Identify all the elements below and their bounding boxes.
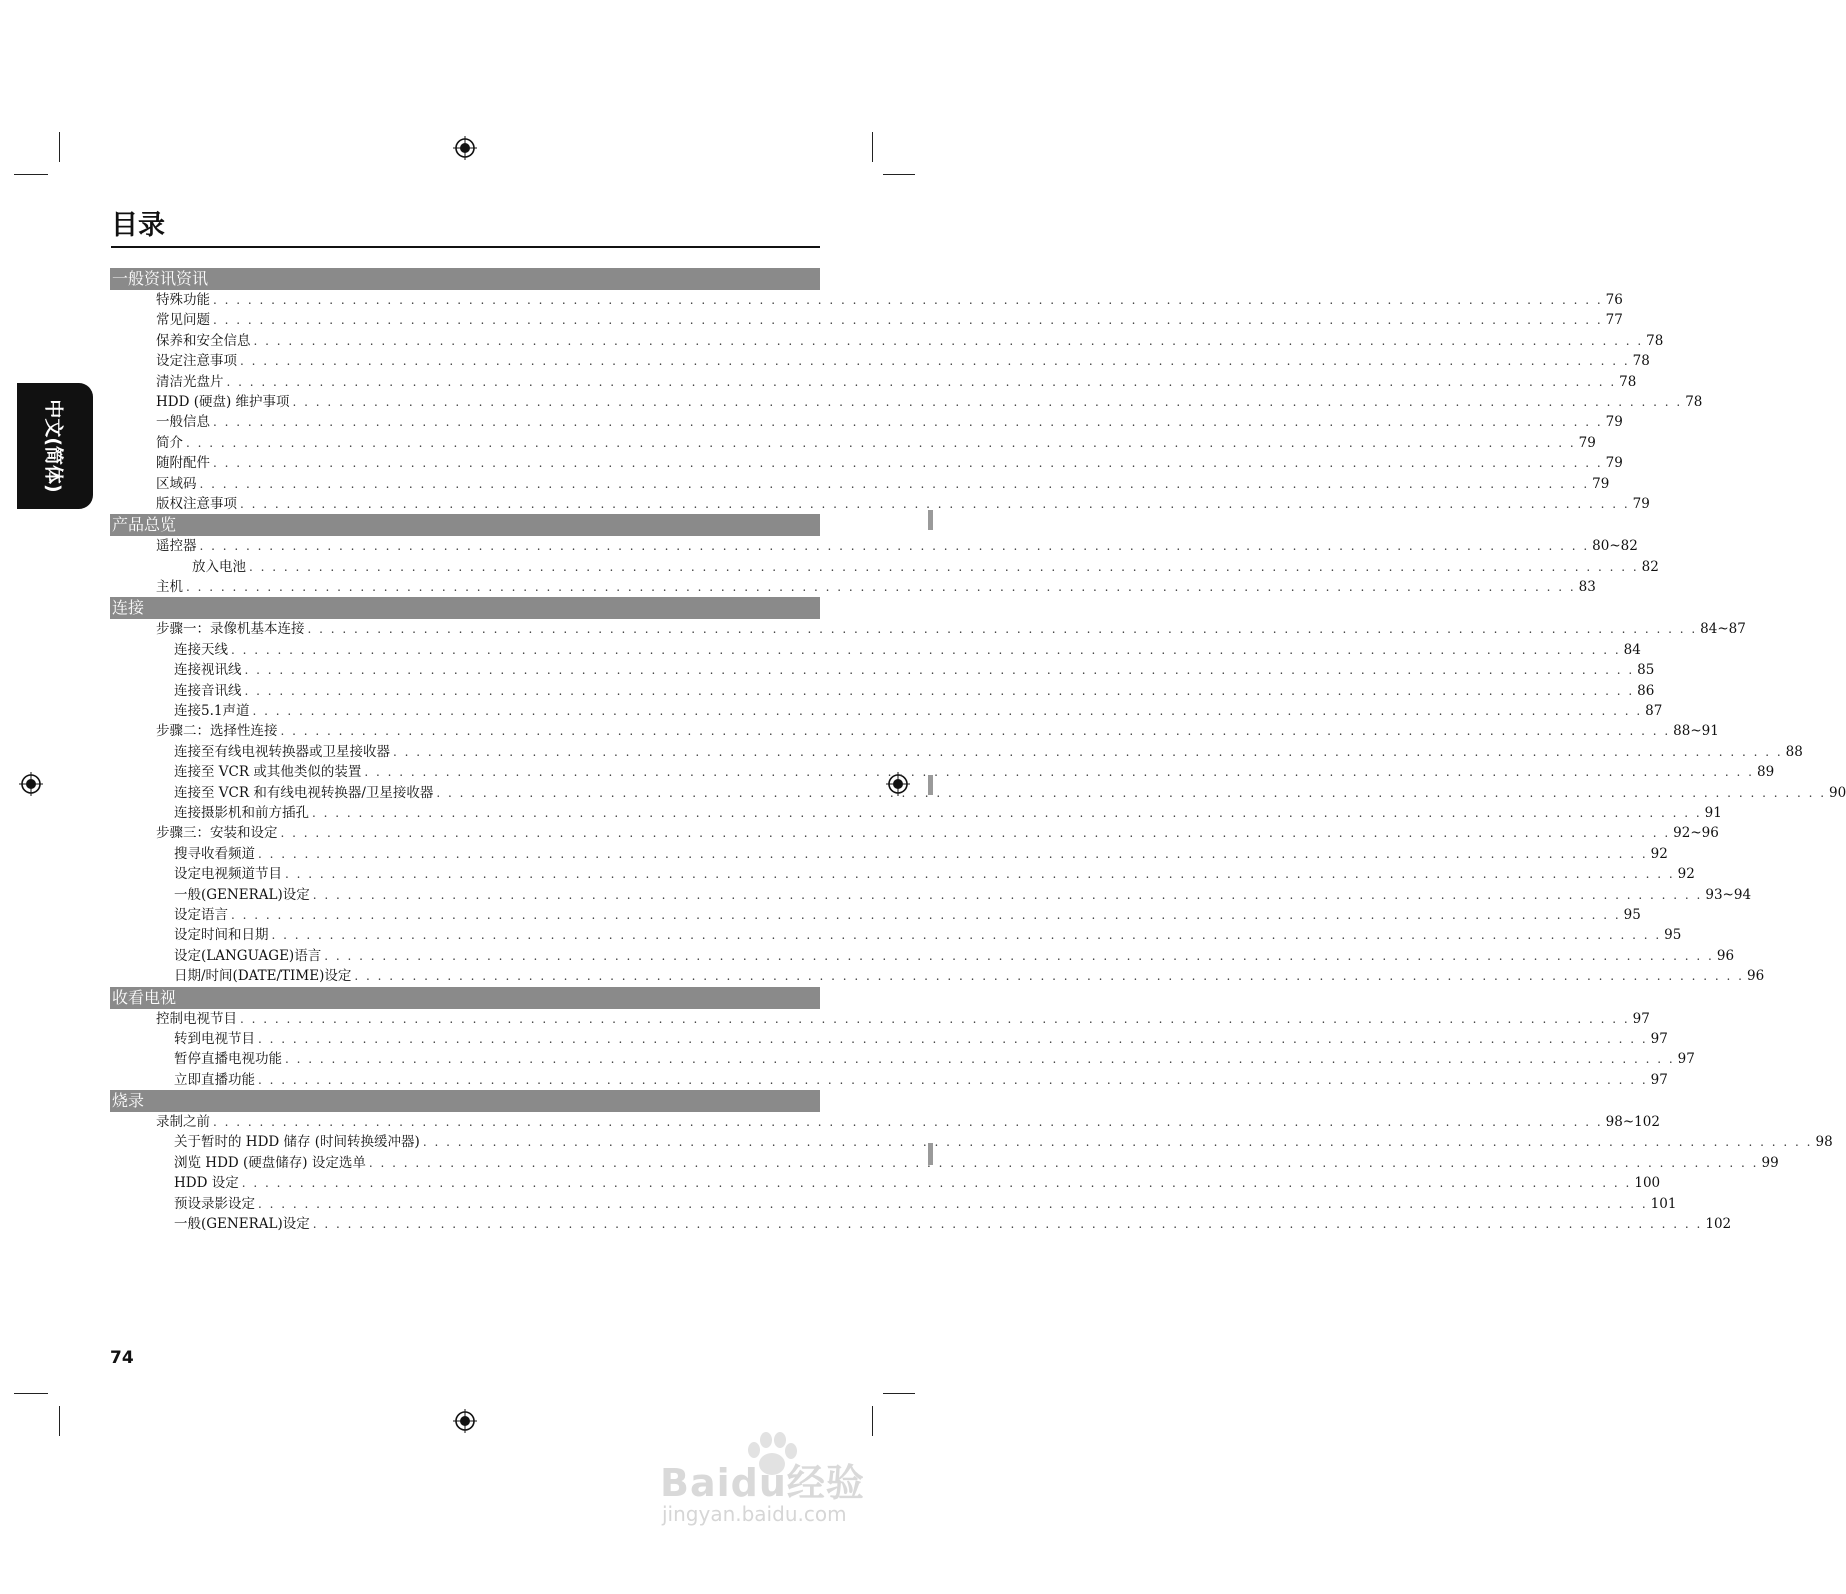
toc-entry-page: 101 <box>1650 1195 1677 1212</box>
dot-leader: . . . . . . . . . . . . . . . . . . . . . . . . . . . . . . . . . . . . . . . . . . . . . . . . . . . . . . . . . . . . . . . . . . . . . . . . . . . . . . . . . . . . . . . . . . . . . . . . . . . . . . . . . . . . . . . . . . . . . . . . <box>213 415 1603 430</box>
toc-entry-page: 95 <box>1664 927 1682 944</box>
crop-mark <box>883 1393 915 1394</box>
toc-entry-page: 97 <box>1632 1010 1650 1027</box>
dot-leader: . . . . . . . . . . . . . . . . . . . . . . . . . . . . . . . . . . . . . . . . . . . . . . . . . . . . . . . . . . . . . . . . . . . . . . . . . . . . . . . . . . . . . . . . . . . . . . . . . . . . . . . . . . . . . . . . . . . . . . . . <box>258 1072 1648 1087</box>
toc-section-header: 收看电视 <box>110 987 820 1009</box>
toc-entry-title: 一般(GENERAL)设定 <box>174 1216 310 1233</box>
toc-entry-page: 78 <box>1632 353 1650 370</box>
toc-entry <box>110 392 1703 412</box>
crop-mark <box>14 174 48 175</box>
dot-leader: . . . . . . . . . . . . . . . . . . . . . . . . . . . . . . . . . . . . . . . . . . . . . . . . . . . . . . . . . . . . . . . . . . . . . . . . . . . . . . . . . . . . . . . . . . . . . . . . . . . . . . . . . . . . . . . . . . . . . . . . <box>231 907 1621 922</box>
toc-entry <box>110 372 1637 392</box>
toc-entry-page: 76 <box>1605 292 1623 308</box>
toc-entry-page: 98 <box>1815 1134 1833 1151</box>
toc-entry-title: 清洁光盘片 <box>156 373 224 390</box>
table-of-contents <box>110 268 1846 1234</box>
dot-leader: . . . . . . . . . . . . . . . . . . . . . . . . . . . . . . . . . . . . . . . . . . . . . . . . . . . . . . . . . . . . . . . . . . . . . . . . . . . . . . . . . . . . . . . . . . . . . . . . . . . . . . . . . . . . . . . . . . . . . . . . <box>285 867 1675 882</box>
toc-entry-page: 102 <box>1705 1216 1732 1233</box>
dot-leader: . . . . . . . . . . . . . . . . . . . . . . . . . . . . . . . . . . . . . . . . . . . . . . . . . . . . . . . . . . . . . . . . . . . . . . . . . . . . . . . . . . . . . . . . . . . . . . . . . . . . . . . . . . . . . . . . . . . . . . . . <box>258 1196 1648 1211</box>
toc-entry <box>110 474 1610 494</box>
toc-entry-page: 79 <box>1605 455 1623 472</box>
crop-mark <box>872 1406 873 1436</box>
toc-entry-page: 89 <box>1756 764 1775 781</box>
toc-entry <box>110 681 1655 701</box>
dot-leader: . . . . . . . . . . . . . . . . . . . . . . . . . . . . . . . . . . . . . . . . . . . . . . . . . . . . . . . . . . . . . . . . . . . . . . . . . . . . . . . . . . . . . . . . . . . . . . . . . . . . . . . . . . . . . . . . . . . . . . . . <box>244 663 1635 678</box>
toc-entry-page: 83 <box>1578 579 1596 596</box>
toc-entry-title: 连接音讯线 <box>174 682 242 699</box>
page-number: 74 <box>110 1348 134 1368</box>
toc-entry-page: 96 <box>1716 947 1735 964</box>
toc-entry-page: 87 <box>1645 703 1663 720</box>
dot-leader: . . . . . . . . . . . . . . . . . . . . . . . . . . . . . . . . . . . . . . . . . . . . . . . . . . . . . . . . . . . . . . . . . . . . . . . . . . . . . . . . . . . . . . . . . . . . . . . . . . . . . . . . . . . . . . . . . . . . . . . . <box>213 313 1603 328</box>
toc-entry-title: 一般信息 <box>156 414 210 431</box>
toc-entry <box>110 1009 1650 1029</box>
toc-entry-page: 92~96 <box>1673 825 1719 842</box>
toc-section-header: 烧录 <box>110 1090 820 1112</box>
toc-entry-title: 设定时间和日期 <box>174 927 269 944</box>
toc-entry-page: 91 <box>1704 804 1722 821</box>
toc-entry-page: 79 <box>1632 495 1650 512</box>
dot-leader: . . . . . . . . . . . . . . . . . . . . . . . . . . . . . . . . . . . . . . . . . . . . . . . . . . . . . . . . . . . . . . . . . . . . . . . . . . . . . . . . . . . . . . . . . . . . . . . . . . . . . . . . . . . . . . . . . . . . . . . . <box>213 1115 1603 1130</box>
dot-leader: . . . . . . . . . . . . . . . . . . . . . . . . . . . . . . . . . . . . . . . . . . . . . . . . . . . . . . . . . . . . . . . . . . . . . . . . . . . . . . . . . . . . . . . . . . . . . . . . . . . . . . . . . . . . . . . . . . . . . . . . <box>186 435 1576 450</box>
toc-entry-title: HDD (硬盘) 维护事项 <box>156 393 290 410</box>
toc-entry-page: 86 <box>1637 682 1655 699</box>
toc-entry <box>110 762 1775 782</box>
toc-entry-title: 连接至 VCR 和有线电视转换器/卫星接收器 <box>174 784 434 801</box>
toc-entry-title: 连接至有线电视转换器或卫星接收器 <box>174 743 390 760</box>
dot-leader: . . . . . . . . . . . . . . . . . . . . . . . . . . . . . . . . . . . . . . . . . . . . . . . . . . . . . . . . . . . . . . . . . . . . . . . . . . . . . . . . . . . . . . . . . . . . . . . . . . . . . . . . . . . . . . . . . . . . . . . . <box>312 805 1702 820</box>
toc-entry-title: 连接视讯线 <box>174 662 242 679</box>
dot-leader: . . . . . . . . . . . . . . . . . . . . . . . . . . . . . . . . . . . . . . . . . . . . . . . . . . . . . . . . . . . . . . . . . . . . . . . . . . . . . . . . . . . . . . . . . . . . . . . . . . . . . . . . . . . . . . . . . . . . . . . . <box>422 1135 1813 1150</box>
toc-entry <box>110 331 1664 351</box>
language-side-tab <box>17 383 93 509</box>
toc-entry <box>110 966 1765 986</box>
dot-leader: . . . . . . . . . . . . . . . . . . . . . . . . . . . . . . . . . . . . . . . . . . . . . . . . . . . . . . . . . . . . . . . . . . . . . . . . . . . . . . . . . . . . . . . . . . . . . . . . . . . . . . . . . . . . . . . . . . . . . . . . <box>280 724 1671 739</box>
dot-leader: . . . . . . . . . . . . . . . . . . . . . . . . . . . . . . . . . . . . . . . . . . . . . . . . . . . . . . . . . . . . . . . . . . . . . . . . . . . . . . . . . . . . . . . . . . . . . . . . . . . . . . . . . . . . . . . . . . . . . . . . <box>252 704 1643 719</box>
toc-entry <box>110 721 1719 741</box>
toc-entry-title: 设定语言 <box>174 906 228 923</box>
toc-entry <box>110 1194 1677 1214</box>
watermark-url: jingyan.baidu.com <box>662 1502 847 1526</box>
dot-leader: . . . . . . . . . . . . . . . . . . . . . . . . . . . . . . . . . . . . . . . . . . . . . . . . . . . . . . . . . . . . . . . . . . . . . . . . . . . . . . . . . . . . . . . . . . . . . . . . . . . . . . . . . . . . . . . . . . . . . . . . <box>253 333 1644 348</box>
toc-entry <box>110 1029 1668 1049</box>
toc-entry-page: 92 <box>1650 845 1668 862</box>
dot-leader: . . . . . . . . . . . . . . . . . . . . . . . . . . . . . . . . . . . . . . . . . . . . . . . . . . . . . . . . . . . . . . . . . . . . . . . . . . . . . . . . . . . . . . . . . . . . . . . . . . . . . . . . . . . . . . . . . . . . . . . . <box>186 580 1576 595</box>
toc-entry <box>110 742 1803 762</box>
toc-entry-page: 97 <box>1650 1071 1668 1088</box>
dot-leader: . . . . . . . . . . . . . . . . . . . . . . . . . . . . . . . . . . . . . . . . . . . . . . . . . . . . . . . . . . . . . . . . . . . . . . . . . . . . . . . . . . . . . . . . . . . . . . . . . . . . . . . . . . . . . . . . . . . . . . . . <box>280 826 1671 841</box>
toc-entry-title: 步骤三：安装和设定 <box>156 825 278 842</box>
toc-entry <box>110 823 1719 843</box>
dot-leader: . . . . . . . . . . . . . . . . . . . . . . . . . . . . . . . . . . . . . . . . . . . . . . . . . . . . . . . . . . . . . . . . . . . . . . . . . . . . . . . . . . . . . . . . . . . . . . . . . . . . . . . . . . . . . . . . . . . . . . . . <box>240 1011 1630 1026</box>
toc-entry-title: 步骤二：选择性连接 <box>156 723 278 740</box>
watermark <box>660 1448 872 1538</box>
toc-entry <box>110 844 1668 864</box>
toc-entry-page: 84~87 <box>1700 621 1746 638</box>
crop-mark <box>14 1393 48 1394</box>
toc-entry-title: 遥控器 <box>156 538 197 555</box>
dot-leader: . . . . . . . . . . . . . . . . . . . . . . . . . . . . . . . . . . . . . . . . . . . . . . . . . . . . . . . . . . . . . . . . . . . . . . . . . . . . . . . . . . . . . . . . . . . . . . . . . . . . . . . . . . . . . . . . . . . . . . . . <box>393 744 1783 759</box>
toc-entry-page: 77 <box>1605 312 1623 329</box>
toc-entry <box>110 1132 1833 1152</box>
watermark-brand: Baidu经验 <box>660 1461 865 1505</box>
toc-entry-title: 暂停直播电视功能 <box>174 1051 282 1068</box>
toc-entry-title: 转到电视节目 <box>174 1030 255 1047</box>
toc-entry-title: 设定注意事项 <box>156 353 237 370</box>
toc-entry-title: 常见问题 <box>156 312 210 329</box>
toc-entry-title: 特殊功能 <box>156 292 210 308</box>
toc-entry <box>110 1153 1779 1173</box>
toc-entry-page: 93~94 <box>1705 886 1752 903</box>
toc-entry-page: 88 <box>1785 743 1803 760</box>
toc-entry-title: 连接摄影机和前方插孔 <box>174 804 309 821</box>
toc-entry-title: 步骤一：录像机基本连接 <box>156 621 305 638</box>
dot-leader: . . . . . . . . . . . . . . . . . . . . . . . . . . . . . . . . . . . . . . . . . . . . . . . . . . . . . . . . . . . . . . . . . . . . . . . . . . . . . . . . . . . . . . . . . . . . . . . . . . . . . . . . . . . . . . . . . . . . . . . . <box>213 293 1603 307</box>
dot-leader: . . . . . . . . . . . . . . . . . . . . . . . . . . . . . . . . . . . . . . . . . . . . . . . . . . . . . . . . . . . . . . . . . . . . . . . . . . . . . . . . . . . . . . . . . . . . . . . . . . . . . . . . . . . . . . . . . . . . . . . . <box>241 1176 1632 1191</box>
dot-leader: . . . . . . . . . . . . . . . . . . . . . . . . . . . . . . . . . . . . . . . . . . . . . . . . . . . . . . . . . . . . . . . . . . . . . . . . . . . . . . . . . . . . . . . . . . . . . . . . . . . . . . . . . . . . . . . . . . . . . . . . <box>354 969 1744 984</box>
toc-entry <box>110 494 1650 514</box>
dot-leader: . . . . . . . . . . . . . . . . . . . . . . . . . . . . . . . . . . . . . . . . . . . . . . . . . . . . . . . . . . . . . . . . . . . . . . . . . . . . . . . . . . . . . . . . . . . . . . . . . . . . . . . . . . . . . . . . . . . . . . . . <box>231 642 1621 657</box>
toc-entry <box>110 536 1638 556</box>
toc-entry-title: 录制之前 <box>156 1114 210 1131</box>
dot-leader: . . . . . . . . . . . . . . . . . . . . . . . . . . . . . . . . . . . . . . . . . . . . . . . . . . . . . . . . . . . . . . . . . . . . . . . . . . . . . . . . . . . . . . . . . . . . . . . . . . . . . . . . . . . . . . . . . . . . . . . . <box>271 928 1662 943</box>
toc-entry-title: 区域码 <box>156 475 197 492</box>
toc-entry-page: 79 <box>1592 475 1610 492</box>
crop-mark <box>59 1406 60 1436</box>
toc-entry-page: 79 <box>1605 414 1623 431</box>
toc-entry-page: 78 <box>1619 373 1637 390</box>
toc-entry <box>110 925 1682 945</box>
toc-entry-page: 90 <box>1829 784 1846 801</box>
toc-entry-page: 85 <box>1637 662 1655 679</box>
toc-entry <box>110 885 1752 905</box>
toc-entry <box>110 1049 1695 1069</box>
toc-entry-page: 92 <box>1677 866 1695 883</box>
dot-leader: . . . . . . . . . . . . . . . . . . . . . . . . . . . . . . . . . . . . . . . . . . . . . . . . . . . . . . . . . . . . . . . . . . . . . . . . . . . . . . . . . . . . . . . . . . . . . . . . . . . . . . . . . . . . . . . . . . . . . . . . <box>368 1155 1759 1170</box>
toc-entry-page: 78 <box>1646 332 1664 349</box>
registration-mark-icon <box>19 772 43 796</box>
dot-leader: . . . . . . . . . . . . . . . . . . . . . . . . . . . . . . . . . . . . . . . . . . . . . . . . . . . . . . . . . . . . . . . . . . . . . . . . . . . . . . . . . . . . . . . . . . . . . . . . . . . . . . . . . . . . . . . . . . . . . . . . <box>364 765 1754 780</box>
toc-entry <box>110 946 1735 966</box>
toc-entry-title: 连接至 VCR 或其他类似的装置 <box>174 764 362 781</box>
toc-entry <box>110 310 1623 330</box>
toc-entry-title: 主机 <box>156 579 183 596</box>
toc-entry <box>110 783 1846 803</box>
toc-entry-title: 设定电视频道节目 <box>174 866 282 883</box>
toc-entry-title: 随附配件 <box>156 455 210 472</box>
toc-entry-title: 保养和安全信息 <box>156 332 251 349</box>
toc-entry <box>110 701 1663 721</box>
dot-leader: . . . . . . . . . . . . . . . . . . . . . . . . . . . . . . . . . . . . . . . . . . . . . . . . . . . . . . . . . . . . . . . . . . . . . . . . . . . . . . . . . . . . . . . . . . . . . . . . . . . . . . . . . . . . . . . . . . . . . . . . <box>292 394 1683 409</box>
toc-entry-page: 84 <box>1623 641 1641 658</box>
toc-entry-page: 98~102 <box>1605 1114 1660 1131</box>
registration-mark-icon <box>453 1409 477 1433</box>
toc-entry <box>110 864 1695 884</box>
toc-entry-title: 浏览 HDD (硬盘储存) 设定选单 <box>174 1154 366 1171</box>
toc-section-header: 产品总览 <box>110 514 820 536</box>
toc-entry <box>110 640 1641 660</box>
dot-leader: . . . . . . . . . . . . . . . . . . . . . . . . . . . . . . . . . . . . . . . . . . . . . . . . . . . . . . . . . . . . . . . . . . . . . . . . . . . . . . . . . . . . . . . . . . . . . . . . . . . . . . . . . . . . . . . . . . . . . . . . <box>258 1031 1648 1046</box>
dot-leader: . . . . . . . . . . . . . . . . . . . . . . . . . . . . . . . . . . . . . . . . . . . . . . . . . . . . . . . . . . . . . . . . . . . . . . . . . . . . . . . . . . . . . . . . . . . . . . . . . . . . . . . . . . . . . . . . . . . . . . . . <box>324 948 1714 963</box>
toc-entry-title: 设定(LANGUAGE)语言 <box>174 947 322 964</box>
toc-entry-title: 日期/时间(DATE/TIME)设定 <box>174 968 352 985</box>
toc-entry <box>110 557 1659 577</box>
page-title: 目录 <box>111 209 820 248</box>
crop-mark <box>59 132 60 162</box>
toc-entry-page: 100 <box>1634 1175 1661 1192</box>
toc-entry-title: 搜寻收看频道 <box>174 845 255 862</box>
toc-entry-title: 简介 <box>156 434 183 451</box>
toc-entry <box>110 1112 1660 1132</box>
toc-entry-page: 80~82 <box>1592 538 1638 555</box>
dot-leader: . . . . . . . . . . . . . . . . . . . . . . . . . . . . . . . . . . . . . . . . . . . . . . . . . . . . . . . . . . . . . . . . . . . . . . . . . . . . . . . . . . . . . . . . . . . . . . . . . . . . . . . . . . . . . . . . . . . . . . . . <box>258 846 1648 861</box>
toc-entry <box>110 412 1623 432</box>
toc-entry-title: 一般(GENERAL)设定 <box>174 886 310 903</box>
toc-entry <box>110 433 1596 453</box>
dot-leader: . . . . . . . . . . . . . . . . . . . . . . . . . . . . . . . . . . . . . . . . . . . . . . . . . . . . . . . . . . . . . . . . . . . . . . . . . . . . . . . . . . . . . . . . . . . . . . . . . . . . . . . . . . . . . . . . . . . . . . . . <box>312 1217 1703 1232</box>
dot-leader: . . . . . . . . . . . . . . . . . . . . . . . . . . . . . . . . . . . . . . . . . . . . . . . . . . . . . . . . . . . . . . . . . . . . . . . . . . . . . . . . . . . . . . . . . . . . . . . . . . . . . . . . . . . . . . . . . . . . . . . . <box>199 539 1590 554</box>
dot-leader: . . . . . . . . . . . . . . . . . . . . . . . . . . . . . . . . . . . . . . . . . . . . . . . . . . . . . . . . . . . . . . . . . . . . . . . . . . . . . . . . . . . . . . . . . . . . . . . . . . . . . . . . . . . . . . . . . . . . . . . . <box>213 456 1603 471</box>
dot-leader: . . . . . . . . . . . . . . . . . . . . . . . . . . . . . . . . . . . . . . . . . . . . . . . . . . . . . . . . . . . . . . . . . . . . . . . . . . . . . . . . . . . . . . . . . . . . . . . . . . . . . . . . . . . . . . . . . . . . . . . . <box>285 1052 1675 1067</box>
toc-entry <box>110 351 1650 371</box>
dot-leader: . . . . . . . . . . . . . . . . . . . . . . . . . . . . . . . . . . . . . . . . . . . . . . . . . . . . . . . . . . . . . . . . . . . . . . . . . . . . . . . . . . . . . . . . . . . . . . . . . . . . . . . . . . . . . . . . . . . . . . . . <box>240 354 1630 369</box>
toc-entry <box>110 577 1596 597</box>
crop-mark <box>872 132 873 162</box>
toc-entry-title: 关于暂时的 HDD 储存 (时间转换缓冲器) <box>174 1134 420 1151</box>
toc-entry <box>110 660 1655 680</box>
toc-section-header: 连接 <box>110 597 820 619</box>
toc-entry-page: 79 <box>1578 434 1596 451</box>
dot-leader: . . . . . . . . . . . . . . . . . . . . . . . . . . . . . . . . . . . . . . . . . . . . . . . . . . . . . . . . . . . . . . . . . . . . . . . . . . . . . . . . . . . . . . . . . . . . . . . . . . . . . . . . . . . . . . . . . . . . . . . . <box>244 683 1635 698</box>
toc-entry <box>110 1173 1661 1193</box>
toc-entry-title: 立即直播功能 <box>174 1071 255 1088</box>
toc-entry-page: 88~91 <box>1673 723 1719 740</box>
toc-entry <box>110 905 1641 925</box>
dot-leader: . . . . . . . . . . . . . . . . . . . . . . . . . . . . . . . . . . . . . . . . . . . . . . . . . . . . . . . . . . . . . . . . . . . . . . . . . . . . . . . . . . . . . . . . . . . . . . . . . . . . . . . . . . . . . . . . . . . . . . . . <box>436 785 1827 800</box>
dot-leader: . . . . . . . . . . . . . . . . . . . . . . . . . . . . . . . . . . . . . . . . . . . . . . . . . . . . . . . . . . . . . . . . . . . . . . . . . . . . . . . . . . . . . . . . . . . . . . . . . . . . . . . . . . . . . . . . . . . . . . . . <box>226 374 1617 389</box>
toc-entry <box>110 1214 1732 1234</box>
toc-entry-title: 版权注意事项 <box>156 495 237 512</box>
dot-leader: . . . . . . . . . . . . . . . . . . . . . . . . . . . . . . . . . . . . . . . . . . . . . . . . . . . . . . . . . . . . . . . . . . . . . . . . . . . . . . . . . . . . . . . . . . . . . . . . . . . . . . . . . . . . . . . . . . . . . . . . <box>312 887 1703 902</box>
dot-leader: . . . . . . . . . . . . . . . . . . . . . . . . . . . . . . . . . . . . . . . . . . . . . . . . . . . . . . . . . . . . . . . . . . . . . . . . . . . . . . . . . . . . . . . . . . . . . . . . . . . . . . . . . . . . . . . . . . . . . . . . <box>307 622 1698 637</box>
dot-leader: . . . . . . . . . . . . . . . . . . . . . . . . . . . . . . . . . . . . . . . . . . . . . . . . . . . . . . . . . . . . . . . . . . . . . . . . . . . . . . . . . . . . . . . . . . . . . . . . . . . . . . . . . . . . . . . . . . . . . . . . <box>240 496 1630 511</box>
dot-leader: . . . . . . . . . . . . . . . . . . . . . . . . . . . . . . . . . . . . . . . . . . . . . . . . . . . . . . . . . . . . . . . . . . . . . . . . . . . . . . . . . . . . . . . . . . . . . . . . . . . . . . . . . . . . . . . . . . . . . . . . <box>199 476 1590 491</box>
language-side-tab-label: 中文(简体) <box>42 399 65 493</box>
toc-entry-page: 95 <box>1623 906 1641 923</box>
toc-entry <box>110 290 1623 310</box>
toc-entry-page: 82 <box>1641 558 1659 575</box>
toc-entry-page: 78 <box>1685 393 1703 410</box>
toc-entry-page: 99 <box>1761 1154 1779 1171</box>
toc-entry-title: HDD 设定 <box>174 1175 239 1192</box>
crop-mark <box>883 174 915 175</box>
toc-entry-title: 预设录影设定 <box>174 1195 255 1212</box>
toc-entry-title: 控制电视节目 <box>156 1010 237 1027</box>
toc-entry-title: 连接5.1声道 <box>174 703 250 720</box>
toc-entry-page: 96 <box>1747 968 1765 985</box>
toc-entry <box>110 1070 1668 1090</box>
toc-entry-page: 97 <box>1677 1051 1695 1068</box>
toc-entry <box>110 453 1623 473</box>
toc-entry <box>110 619 1746 639</box>
toc-entry-title: 连接天线 <box>174 641 228 658</box>
toc-section-header: 一般资讯资讯 <box>110 268 820 290</box>
dot-leader: . . . . . . . . . . . . . . . . . . . . . . . . . . . . . . . . . . . . . . . . . . . . . . . . . . . . . . . . . . . . . . . . . . . . . . . . . . . . . . . . . . . . . . . . . . . . . . . . . . . . . . . . . . . . . . . . . . . . . . . . <box>249 559 1639 574</box>
registration-mark-icon <box>453 136 477 160</box>
toc-entry <box>110 803 1722 823</box>
toc-entry-title: 放入电池 <box>192 558 246 575</box>
toc-entry-page: 97 <box>1650 1030 1668 1047</box>
